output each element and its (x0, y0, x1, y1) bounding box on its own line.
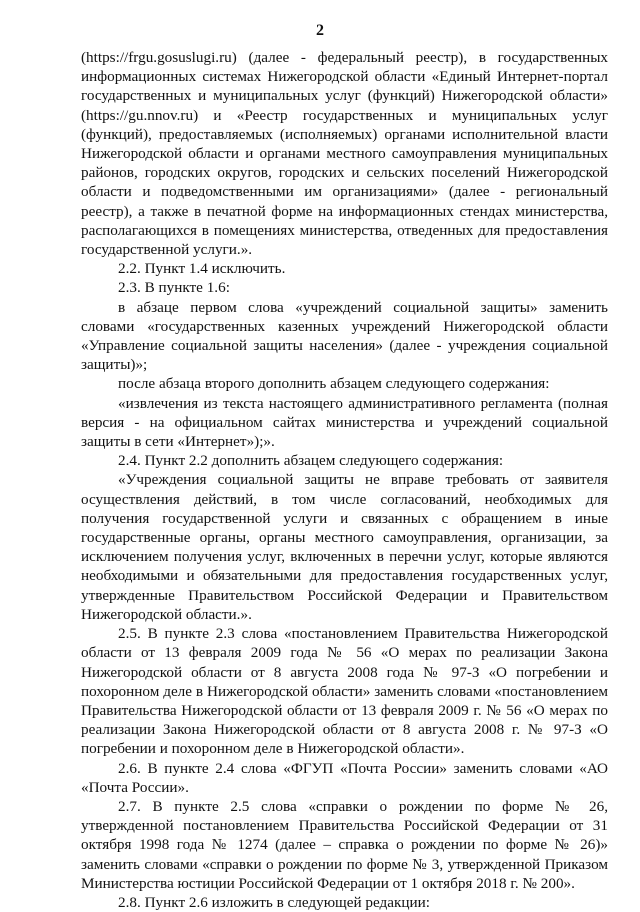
paragraph-6: «извлечения из текста настоящего административного регламента (полная версия - на официальном сайтах министерства и учреждений социальной защиты в сети «Интернет»);». (81, 394, 608, 451)
paragraph-2: 2.2. Пункт 1.4 исключить. (118, 260, 286, 278)
paragraph-8: «Учреждения социальной защиты не вправе требовать от заявителя осуществления действий, в том числе согласований, необходимых для получения государственной услуги и связанных с обращением в иные государственные органы, органы местного самоуправления, организации, за исключением получения услуг, включенных в перечни услуг, которые являются необходимыми и обязательными для предоставления государственных услуг, утвержденные Правительством Российской Федерации и Правительством Нижегородской области.». (81, 471, 608, 623)
page-number: 2 (316, 22, 324, 39)
paragraph-1: (https://frgu.gosuslugi.ru) (далее - федеральный реестр), в государственных информационных системах Нижегородской области «Единый Интернет-портал государственных и муниципальных услуг (функций) Нижегородской области» (https://gu.nnov.ru) и «Реестр государственных и муниципальных услуг (функций), предоставляемых (исполняемых) органами исполнительной власти Нижегородской области и органами местного самоуправления муниципальных районов, городских округов, городских и сельских поселений Нижегородской области и подведомственными им организациями» (далее - региональный реестр), а также в печатной форме на информационных стендах министерства, располагающихся в помещениях министерства, отведенных для предоставления государственной услуги.». (81, 49, 608, 259)
paragraph-3: 2.3. В пункте 1.6: (118, 279, 230, 297)
paragraph-4: в абзаце первом слова «учреждений социальной защиты» заменить словами «государственных казенных учреждений Нижегородской области «Управление социальной защиты населения» (далее - учреждения социальной защиты)»; (81, 298, 608, 374)
paragraph-12: 2.8. Пункт 2.6 изложить в следующей редакции: (118, 893, 431, 911)
document-body (81, 48, 608, 912)
paragraph-10: 2.6. В пункте 2.4 слова «ФГУП «Почта России» заменить словами «АО «Почта России». (81, 759, 608, 796)
paragraph-11: 2.7. В пункте 2.5 слова «справки о рождении по форме № 26, утвержденной постановлением Правительства Российской Федерации от 31 октября 1998 года № 1274 (далее – справка о рождении по форме № 26)» заменить словами «справки о рождении по форме № 3, утвержденной Приказом Министерства юстиции Российской Федерации от 1 октября 2018 г. № 200». (81, 797, 608, 892)
paragraph-7: 2.4. Пункт 2.2 дополнить абзацем следующего содержания: (118, 452, 504, 470)
paragraph-5: после абзаца второго дополнить абзацем следующего содержания: (118, 375, 550, 393)
paragraph-9: 2.5. В пункте 2.3 слова «постановлением Правительства Нижегородской области от 13 февраля 2009 года № 56 «О мерах по реализации Закона Нижегородской области от 8 августа 2008 года № 97-З «О погребении и похоронном деле в Нижегородской области» заменить словами «постановлением Правительства Нижегородской области от 13 февраля 2009 г. № 56 «О мерах по реализации Закона Нижегородской области от 8 августа 2008 г. № 97-З «О погребении и похоронном деле в Нижегородской области». (81, 625, 608, 758)
